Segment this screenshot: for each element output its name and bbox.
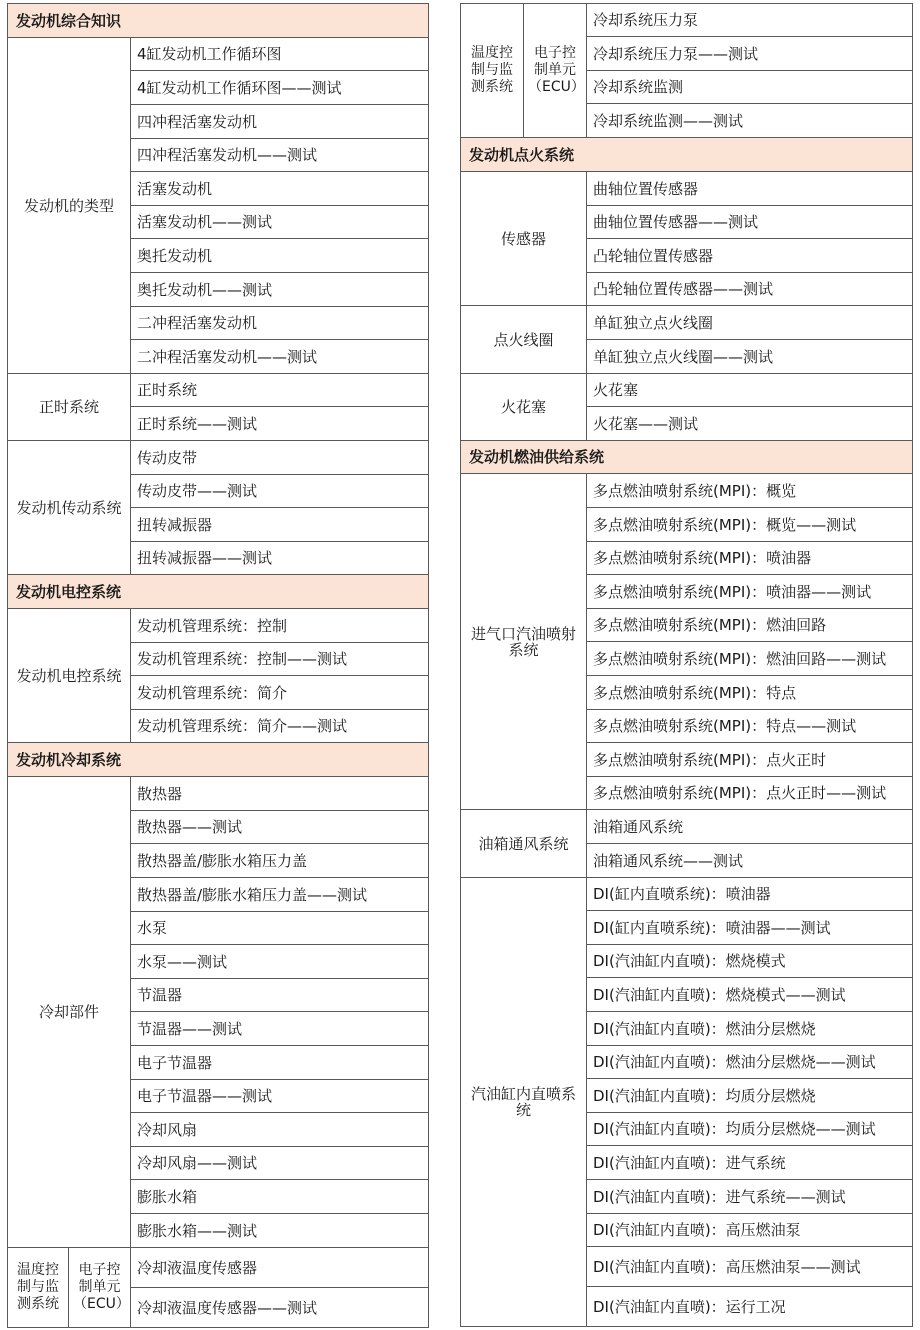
category-label: 汽油缸内直喷系统 [461, 878, 587, 1327]
table-row [461, 306, 913, 340]
toc-entry[interactable]: 多点燃油喷射系统(MPI)：概览 [587, 474, 913, 508]
toc-entry[interactable]: 多点燃油喷射系统(MPI)：概览——测试 [587, 508, 913, 542]
table-row [8, 1248, 429, 1288]
toc-entry[interactable]: 冷却液温度传感器 [131, 1248, 429, 1288]
section-header: 发动机电控系统 [8, 575, 429, 609]
section-header-row [461, 138, 913, 172]
toc-entry[interactable]: 多点燃油喷射系统(MPI)：喷油器 [587, 542, 913, 575]
subcategory-label: 电子控制单元（ECU） [69, 1248, 131, 1328]
section-header: 发动机燃油供给系统 [461, 441, 913, 474]
toc-entry[interactable]: 四冲程活塞发动机——测试 [131, 139, 429, 172]
toc-entry[interactable]: DI(汽油缸内直喷)：燃烧模式 [587, 945, 913, 978]
category-label: 进气口汽油喷射系统 [461, 474, 587, 810]
toc-entry[interactable]: 冷却系统监测 [587, 71, 913, 104]
toc-entry[interactable]: DI(汽油缸内直喷)：燃烧模式——测试 [587, 978, 913, 1012]
category-label: 传感器 [461, 172, 587, 306]
toc-entry[interactable]: 凸轮轴位置传感器 [587, 239, 913, 273]
toc-entry[interactable]: 传动皮带——测试 [131, 475, 429, 508]
toc-entry[interactable]: 电子节温器 [131, 1046, 429, 1080]
toc-entry[interactable]: 冷却系统压力泵——测试 [587, 37, 913, 71]
section-header-row [8, 575, 429, 609]
toc-entry[interactable]: 凸轮轴位置传感器——测试 [587, 273, 913, 306]
toc-entry[interactable]: 4缸发动机工作循环图 [131, 38, 429, 71]
toc-entry[interactable]: 散热器盖/膨胀水箱压力盖——测试 [131, 878, 429, 912]
toc-entry[interactable]: 膨胀水箱——测试 [131, 1214, 429, 1248]
toc-entry[interactable]: 4缸发动机工作循环图——测试 [131, 71, 429, 105]
category-label: 正时系统 [8, 374, 131, 441]
toc-entry[interactable]: 奥托发动机 [131, 239, 429, 273]
toc-entry[interactable]: 多点燃油喷射系统(MPI)：燃油回路 [587, 609, 913, 642]
toc-entry[interactable]: 曲轴位置传感器——测试 [587, 206, 913, 239]
category-label: 温度控制与监测系统 [461, 4, 524, 138]
toc-entry[interactable]: 二冲程活塞发动机 [131, 307, 429, 340]
toc-entry[interactable]: 扭转减振器 [131, 508, 429, 542]
toc-entry[interactable]: 油箱通风系统 [587, 810, 913, 844]
toc-entry[interactable]: 冷却风扇——测试 [131, 1147, 429, 1180]
toc-entry[interactable]: DI(汽油缸内直喷)：均质分层燃烧 [587, 1079, 913, 1113]
left-column [7, 3, 428, 1328]
table-row [461, 374, 913, 407]
toc-entry[interactable]: DI(汽油缸内直喷)：高压燃油泵——测试 [587, 1247, 913, 1287]
toc-entry[interactable]: 散热器盖/膨胀水箱压力盖 [131, 844, 429, 878]
toc-entry[interactable]: DI(汽油缸内直喷)：燃油分层燃烧——测试 [587, 1046, 913, 1079]
toc-entry[interactable]: 发动机管理系统：控制 [131, 609, 429, 643]
toc-entry[interactable]: 二冲程活塞发动机——测试 [131, 340, 429, 374]
toc-entry[interactable]: 活塞发动机——测试 [131, 206, 429, 239]
category-label: 发动机电控系统 [8, 609, 131, 743]
right-column [460, 3, 912, 1327]
toc-entry[interactable]: 扭转减振器——测试 [131, 542, 429, 575]
toc-entry[interactable]: 曲轴位置传感器 [587, 172, 913, 206]
toc-entry[interactable]: 水泵 [131, 912, 429, 945]
table-row [8, 777, 429, 811]
toc-entry[interactable]: 多点燃油喷射系统(MPI)：特点——测试 [587, 710, 913, 743]
toc-entry[interactable]: 正时系统——测试 [131, 407, 429, 441]
toc-entry[interactable]: 多点燃油喷射系统(MPI)：特点 [587, 676, 913, 710]
table-row [8, 38, 429, 71]
toc-entry[interactable]: DI(汽油缸内直喷)：高压燃油泵 [587, 1214, 913, 1247]
toc-entry[interactable]: 多点燃油喷射系统(MPI)：喷油器——测试 [587, 575, 913, 609]
table-row [461, 172, 913, 206]
toc-entry[interactable]: 节温器——测试 [131, 1012, 429, 1046]
left-toc-table [7, 3, 429, 1328]
toc-entry[interactable]: 水泵——测试 [131, 945, 429, 979]
table-row [461, 474, 913, 508]
toc-entry[interactable]: 多点燃油喷射系统(MPI)：点火正时——测试 [587, 777, 913, 810]
table-row [8, 441, 429, 475]
category-label: 冷却部件 [8, 777, 131, 1248]
toc-entry[interactable]: 散热器 [131, 777, 429, 811]
category-label: 火花塞 [461, 374, 587, 441]
right-toc-table [460, 3, 913, 1327]
toc-entry[interactable]: 冷却系统压力泵 [587, 4, 913, 37]
toc-entry[interactable]: DI(缸内直喷系统)：喷油器——测试 [587, 911, 913, 945]
toc-entry[interactable]: 冷却系统监测——测试 [587, 104, 913, 138]
section-header-row [461, 441, 913, 474]
category-label: 油箱通风系统 [461, 810, 587, 878]
toc-entry[interactable]: 发动机管理系统：控制——测试 [131, 643, 429, 676]
toc-entry[interactable]: 火花塞 [587, 374, 913, 407]
toc-entry[interactable]: 单缸独立点火线圈——测试 [587, 340, 913, 374]
toc-entry[interactable]: 节温器 [131, 979, 429, 1012]
toc-entry[interactable]: 正时系统 [131, 374, 429, 407]
section-header: 发动机综合知识 [8, 4, 429, 38]
table-row [8, 609, 429, 643]
section-header-row [8, 4, 429, 38]
toc-entry[interactable]: DI(汽油缸内直喷)：进气系统 [587, 1146, 913, 1180]
toc-entry[interactable]: 发动机管理系统：简介 [131, 676, 429, 710]
toc-entry[interactable]: 传动皮带 [131, 441, 429, 475]
toc-entry[interactable]: 奥托发动机——测试 [131, 273, 429, 307]
toc-entry[interactable]: 活塞发动机 [131, 172, 429, 206]
toc-entry[interactable]: DI(汽油缸内直喷)：燃油分层燃烧 [587, 1012, 913, 1046]
table-row [461, 878, 913, 911]
section-header: 发动机点火系统 [461, 138, 913, 172]
toc-entry[interactable]: 冷却风扇 [131, 1113, 429, 1147]
category-label: 点火线圈 [461, 306, 587, 374]
subcategory-label: 电子控制单元（ECU） [524, 4, 587, 138]
section-header: 发动机冷却系统 [8, 743, 429, 777]
toc-entry[interactable]: 多点燃油喷射系统(MPI)：点火正时 [587, 743, 913, 777]
toc-entry[interactable]: 冷却液温度传感器——测试 [131, 1288, 429, 1328]
category-label: 发动机传动系统 [8, 441, 131, 575]
section-header-row [8, 743, 429, 777]
toc-entry[interactable]: DI(汽油缸内直喷)：进气系统——测试 [587, 1180, 913, 1214]
category-label: 发动机的类型 [8, 38, 131, 374]
toc-entry[interactable]: DI(缸内直喷系统)：喷油器 [587, 878, 913, 911]
toc-entry[interactable]: 多点燃油喷射系统(MPI)：燃油回路——测试 [587, 642, 913, 676]
toc-entry[interactable]: DI(汽油缸内直喷)：运行工况 [587, 1287, 913, 1327]
toc-entry[interactable]: 单缸独立点火线圈 [587, 306, 913, 340]
category-label: 温度控制与监测系统 [8, 1248, 69, 1328]
toc-entry[interactable]: 火花塞——测试 [587, 407, 913, 441]
table-row [461, 810, 913, 844]
toc-entry[interactable]: 膨胀水箱 [131, 1180, 429, 1214]
toc-entry[interactable]: 电子节温器——测试 [131, 1080, 429, 1113]
toc-entry[interactable]: 散热器——测试 [131, 811, 429, 844]
toc-entry[interactable]: DI(汽油缸内直喷)：均质分层燃烧——测试 [587, 1113, 913, 1146]
table-row [461, 4, 913, 37]
toc-entry[interactable]: 四冲程活塞发动机 [131, 105, 429, 139]
toc-entry[interactable]: 发动机管理系统：简介——测试 [131, 710, 429, 743]
toc-entry[interactable]: 油箱通风系统——测试 [587, 844, 913, 878]
table-row [8, 374, 429, 407]
